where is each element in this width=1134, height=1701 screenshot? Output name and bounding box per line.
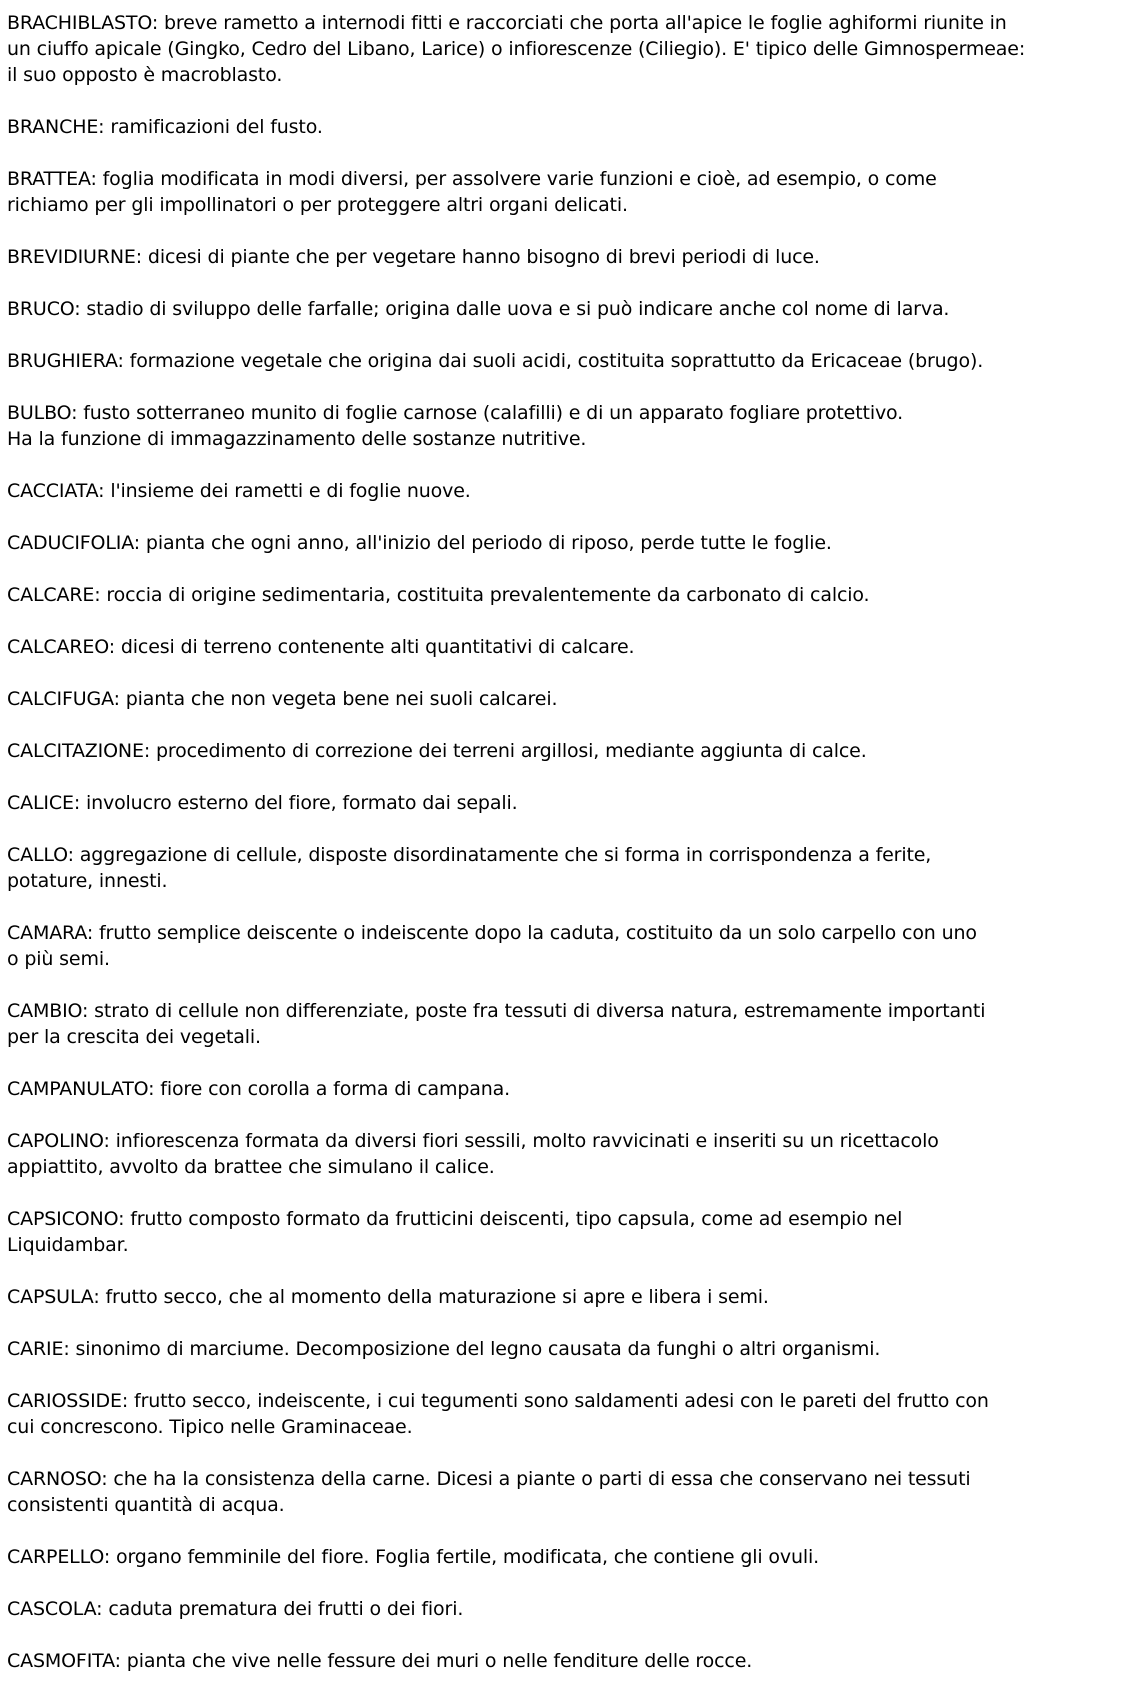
entry-term: CAMARA:: [7, 922, 94, 944]
glossary-entry: [7, 920, 1128, 972]
glossary-entry: [7, 686, 1128, 712]
glossary-entry: [7, 166, 1128, 218]
glossary-entry: [7, 1128, 1128, 1180]
entry-definition: stadio di sviluppo delle farfalle; origina dalle uova e si può indicare anche col nome di larva.: [80, 298, 950, 320]
glossary-entry: [7, 10, 1128, 88]
entry-term: CARPELLO:: [7, 1546, 111, 1568]
glossary-entry: [7, 998, 1128, 1050]
glossary-entry: [7, 1466, 1128, 1518]
entry-definition: organo femminile del fiore. Foglia fertile, modificata, che contiene gli ovuli.: [110, 1546, 820, 1568]
entry-definition: sinonimo di marciume. Decomposizione del legno causata da funghi o altri organismi.: [69, 1338, 881, 1360]
entry-definition: aggregazione di cellule, disposte disordinatamente che si forma in corrispondenza a ferite, potature, innesti.: [7, 844, 932, 892]
entry-definition: foglia modificata in modi diversi, per assolvere varie funzioni e cioè, ad esempio, o come richiamo per gli impollinatori o per proteggere altri organi delicati.: [7, 168, 937, 216]
glossary-entry: [7, 1284, 1128, 1310]
glossary-entry: [7, 348, 1128, 374]
entry-term: CAPSICONO:: [7, 1208, 125, 1230]
entry-term: CALCIFUGA:: [7, 688, 120, 710]
glossary-entry: [7, 842, 1128, 894]
glossary-entry: [7, 478, 1128, 504]
entry-definition: l'insieme dei rametti e di foglie nuove.: [104, 480, 471, 502]
entry-definition: che ha la consistenza della carne. Dicesi a piante o parti di essa che conservano nei tessuti consistenti quantità di acqua.: [7, 1468, 971, 1516]
glossary-entry: [7, 114, 1128, 140]
entry-term: CASMOFITA:: [7, 1650, 121, 1672]
entry-term: CAPSULA:: [7, 1286, 100, 1308]
glossary-entry: [7, 1336, 1128, 1362]
entry-definition: fiore con corolla a forma di campana.: [154, 1078, 510, 1100]
entry-definition: procedimento di correzione dei terreni argillosi, mediante aggiunta di calce.: [150, 740, 867, 762]
entry-term: CAMBIO:: [7, 1000, 89, 1022]
glossary-entry: [7, 1648, 1128, 1674]
entry-definition: roccia di origine sedimentaria, costituita prevalentemente da carbonato di calcio.: [100, 584, 870, 606]
entry-definition: fusto sotterraneo munito di foglie carnose (calafilli) e di un apparato fogliare protettivo. Ha la funzione di immagazzinamento delle sostanze nutritive.: [7, 402, 904, 450]
entry-definition: dicesi di piante che per vegetare hanno bisogno di brevi periodi di luce.: [142, 246, 820, 268]
entry-definition: dicesi di terreno contenente alti quantitativi di calcare.: [115, 636, 635, 658]
entry-definition: infiorescenza formata da diversi fiori sessili, molto ravvicinati e inseriti su un ricettacolo appiattito, avvolto da brattee che simulano il calice.: [7, 1130, 939, 1178]
entry-definition: caduta prematura dei frutti o dei fiori.: [102, 1598, 464, 1620]
entry-term: BRACHIBLASTO:: [7, 12, 159, 34]
entry-definition: frutto semplice deiscente o indeiscente dopo la caduta, costituito da un solo carpello con uno o più semi.: [7, 922, 977, 970]
entry-term: CALCAREO:: [7, 636, 115, 658]
entry-definition: breve rametto a internodi fitti e raccorciati che porta all'apice le foglie aghiformi riunite in un ciuffo apicale (Gingko, Cedro del Libano, Larice) o infiorescenze (Ciliegio). E' tipico delle Gimnospermeae: il suo opposto è macroblasto.: [7, 12, 1026, 86]
entry-definition: involucro esterno del fiore, formato dai sepali.: [80, 792, 518, 814]
entry-definition: strato di cellule non differenziate, poste fra tessuti di diversa natura, estremamente importanti per la crescita dei vegetali.: [7, 1000, 986, 1048]
entry-term: CARIOSSIDE:: [7, 1390, 129, 1412]
entry-term: CARNOSO:: [7, 1468, 108, 1490]
entry-term: CARIE:: [7, 1338, 70, 1360]
entry-term: CAPOLINO:: [7, 1130, 110, 1152]
entry-definition: frutto secco, indeiscente, i cui tegumenti sono saldamenti adesi con le pareti del frutto con cui concrescono. Tipico nelle Graminaceae.: [7, 1390, 989, 1438]
glossary-entry: [7, 634, 1128, 660]
entry-term: CAMPANULATO:: [7, 1078, 155, 1100]
glossary-entry: [7, 296, 1128, 322]
entry-definition: frutto composto formato da frutticini deiscenti, tipo capsula, come ad esempio nel Liquidambar.: [7, 1208, 903, 1256]
glossary-entry: [7, 790, 1128, 816]
entry-term: BREVIDIURNE:: [7, 246, 143, 268]
glossary-entry: [7, 738, 1128, 764]
entry-term: CALCITAZIONE:: [7, 740, 151, 762]
glossary-entry: [7, 1544, 1128, 1570]
entry-term: CALLO:: [7, 844, 74, 866]
glossary-entry: [7, 1076, 1128, 1102]
entry-definition: pianta che non vegeta bene nei suoli calcarei.: [119, 688, 558, 710]
entry-term: CADUCIFOLIA:: [7, 532, 141, 554]
entry-definition: frutto secco, che al momento della maturazione si apre e libera i semi.: [99, 1286, 769, 1308]
entry-definition: pianta che vive nelle fessure dei muri o nelle fenditure delle rocce.: [120, 1650, 753, 1672]
glossary-entry: [7, 400, 1128, 452]
entry-definition: ramificazioni del fusto.: [104, 116, 323, 138]
glossary-entry: [7, 530, 1128, 556]
glossary-entry: [7, 582, 1128, 608]
glossary-entry: [7, 1206, 1128, 1258]
entry-definition: pianta che ogni anno, all'inizio del periodo di riposo, perde tutte le foglie.: [140, 532, 832, 554]
entry-term: BULBO:: [7, 402, 78, 424]
entry-definition: formazione vegetale che origina dai suoli acidi, costituita soprattutto da Ericaceae (brugo).: [123, 350, 984, 372]
entry-term: CALCARE:: [7, 584, 101, 606]
entry-term: BRATTEA:: [7, 168, 97, 190]
glossary-entry: [7, 1388, 1128, 1440]
entry-term: BRANCHE:: [7, 116, 105, 138]
entry-term: CACCIATA:: [7, 480, 105, 502]
glossary-entry: [7, 244, 1128, 270]
glossary-entry: [7, 1596, 1128, 1622]
entry-term: CALICE:: [7, 792, 81, 814]
entry-term: BRUGHIERA:: [7, 350, 124, 372]
entry-term: BRUCO:: [7, 298, 81, 320]
entry-term: CASCOLA:: [7, 1598, 103, 1620]
